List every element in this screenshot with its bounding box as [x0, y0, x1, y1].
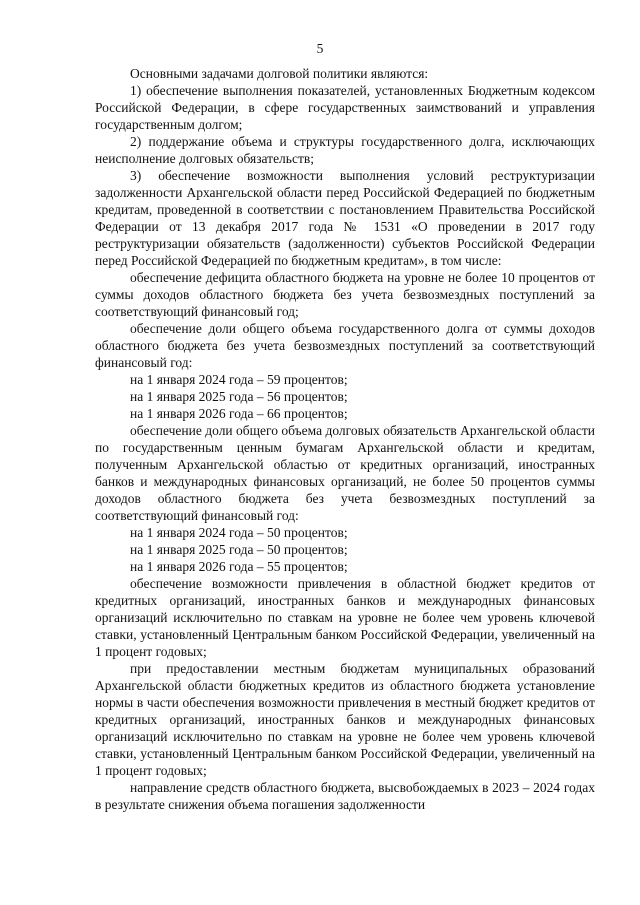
list-item: на 1 января 2024 года – 50 процентов; — [130, 525, 348, 540]
paragraph-debt-share: обеспечение доли общего объема государственного долга от суммы доходов областного бюджета без учета безвозмездных поступлений за соответствующий финансовый год: — [95, 321, 595, 370]
paragraph-funds-direction: направление средств областного бюджета, высвобождаемых в 2023 – 2024 годах в результате снижения объема погашения задолженности — [95, 780, 595, 812]
list-item: на 1 января 2026 года – 66 процентов; — [130, 406, 348, 421]
paragraph-intro: Основными задачами долговой политики являются: — [130, 66, 429, 81]
list-item: на 1 января 2024 года – 59 процентов; — [130, 372, 348, 387]
paragraph-local-budgets: при предоставлении местным бюджетам муниципальных образований Архангельской области бюджетных кредитов из областного бюджета установление нормы в части обеспечения возможности привлечения в местный бюджет кредитов от кредитных организаций, иностранных банков и международных финансовых организаций исключительно по ставкам на уровне не более чем уровень ключевой ставки, установленный Центральным банком Российской Федерации, увеличенный на 1 процент годовых; — [95, 661, 595, 778]
list-item: на 1 января 2025 года – 50 процентов; — [130, 542, 348, 557]
paragraph-task-2: 2) поддержание объема и структуры государственного долга, исключающих неисполнение долговых обязательств; — [95, 134, 595, 166]
list-item: на 1 января 2026 года – 55 процентов; — [130, 559, 348, 574]
paragraph-task-3: 3) обеспечение возможности выполнения условий реструктуризации задолженности Архангельской области перед Российской Федерацией по бюджетным кредитам, проведенной в соответствии с постановлением Правительства Российской Федерации от 13 декабря 2017 года № 1531 «О проведении в 2017 году реструктуризации обязательств (задолженности) субъектов Российской Федерации перед Российской Федерацией по бюджетным кредитам», в том числе: — [95, 168, 595, 268]
paragraph-securities: обеспечение доли общего объема долговых обязательств Архангельской области по государственным ценным бумагам Архангельской области и кредитам, полученным Архангельской областью от кредитных организаций, иностранных банков и международных финансовых организаций, не более 50 процентов суммы доходов областного бюджета без учета безвозмездных поступлений за соответствующий финансовый год: — [95, 423, 595, 523]
page-number: 5 — [316, 41, 324, 56]
page-content — [95, 65, 595, 813]
paragraph-deficit: обеспечение дефицита областного бюджета на уровне не более 10 процентов от суммы доходов областного бюджета без учета безвозмездных поступлений за соответствующий финансовый год; — [95, 270, 595, 319]
securities-list — [95, 524, 595, 575]
paragraph-task-1: 1) обеспечение выполнения показателей, установленных Бюджетным кодексом Российской Федерации, в сфере государственных заимствований и управления государственным долгом; — [95, 83, 595, 132]
debt-share-list — [95, 371, 595, 422]
list-item: на 1 января 2025 года – 56 процентов; — [130, 389, 348, 404]
paragraph-credit-rates: обеспечение возможности привлечения в областной бюджет кредитов от кредитных организаций, иностранных банков и международных финансовых организаций исключительно по ставкам на уровне не более чем уровень ключевой ставки, установленный Центральным банком Российской Федерации, увеличенный на 1 процент годовых; — [95, 576, 595, 659]
